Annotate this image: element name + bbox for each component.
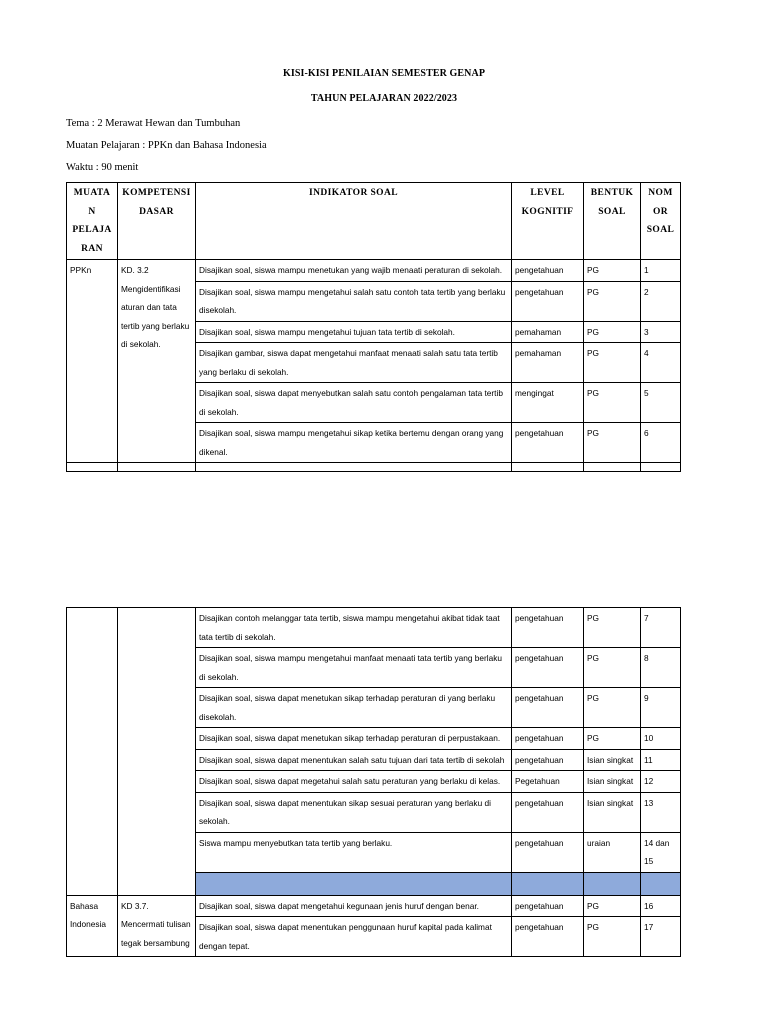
indikator-cell: Disajikan soal, siswa dapat mengetahui kegunaan jenis huruf dengan benar.: [196, 895, 512, 917]
bentuk-cell: PG: [584, 343, 641, 383]
level-cell: pengetahuan: [512, 260, 584, 282]
nomor-cell: 17: [641, 917, 681, 957]
level-cell: pengetahuan: [512, 749, 584, 771]
indikator-cell: Disajikan soal, siswa dapat menetukan sikap terhadap peraturan di perpustakaan.: [196, 728, 512, 750]
indikator-cell: Disajikan soal, siswa dapat menentukan salah satu tujuan dari tata tertib di sekolah: [196, 749, 512, 771]
level-cell: Pegetahuan: [512, 771, 584, 793]
bentuk-cell: PG: [584, 648, 641, 688]
level-cell: pengetahuan: [512, 728, 584, 750]
nomor-cell: 2: [641, 281, 681, 321]
header-indikator: INDIKATOR SOAL: [196, 183, 512, 260]
table-row-empty: [67, 463, 681, 472]
waktu-line: Waktu : 90 menit: [66, 162, 139, 173]
indikator-cell: Disajikan soal, siswa mampu mengetahui sikap ketika bertemu dengan orang yang dikenal.: [196, 423, 512, 463]
level-cell: pengetahuan: [512, 648, 584, 688]
bentuk-cell: Isian singkat: [584, 771, 641, 793]
bentuk-cell: PG: [584, 260, 641, 282]
indikator-cell: Disajikan soal, siswa mampu mengetahui salah satu contoh tata tertib yang berlaku disekolah.: [196, 281, 512, 321]
nomor-cell: 11: [641, 749, 681, 771]
level-cell: pengetahuan: [512, 792, 584, 832]
header-nomor: NOM OR SOAL: [641, 183, 681, 260]
bentuk-cell: PG: [584, 281, 641, 321]
level-cell: pengetahuan: [512, 895, 584, 917]
muatan-line: Muatan Pelajaran : PPKn dan Bahasa Indonesia: [66, 140, 267, 151]
kisi-table-1: [66, 182, 681, 472]
subject-cell: PPKn: [67, 260, 118, 463]
subject-cell: [67, 608, 118, 896]
indikator-cell: Disajikan soal, siswa dapat menentukan sikap sesuai peraturan yang berlaku di sekolah.: [196, 792, 512, 832]
indikator-cell: Siswa mampu menyebutkan tata tertib yang berlaku.: [196, 832, 512, 872]
nomor-cell: 6: [641, 423, 681, 463]
table-header-row: [67, 183, 681, 260]
bentuk-cell: PG: [584, 688, 641, 728]
bentuk-cell: Isian singkat: [584, 749, 641, 771]
table-row: [67, 608, 681, 648]
bentuk-cell: PG: [584, 917, 641, 957]
table-row: [67, 260, 681, 282]
nomor-cell: 7: [641, 608, 681, 648]
bentuk-cell: Isian singkat: [584, 792, 641, 832]
indikator-cell: Disajikan soal, siswa mampu menetukan yang wajib menaati peraturan di sekolah.: [196, 260, 512, 282]
indikator-cell: Disajikan soal, siswa mampu mengetahui tujuan tata tertib di sekolah.: [196, 321, 512, 343]
indikator-cell: Disajikan soal, siswa dapat menentukan penggunaan huruf kapital pada kalimat dengan tepat.: [196, 917, 512, 957]
indikator-cell: Disajikan soal, siswa dapat megetahui salah satu peraturan yang berlaku di kelas.: [196, 771, 512, 793]
level-cell: mengingat: [512, 383, 584, 423]
nomor-cell: 8: [641, 648, 681, 688]
header-bentuk: BENTUK SOAL: [584, 183, 641, 260]
nomor-cell: 3: [641, 321, 681, 343]
nomor-cell: 16: [641, 895, 681, 917]
nomor-cell: 5: [641, 383, 681, 423]
tema-line: Tema : 2 Merawat Hewan dan Tumbuhan: [66, 118, 241, 129]
level-cell: pengetahuan: [512, 608, 584, 648]
bentuk-cell: PG: [584, 423, 641, 463]
bentuk-cell: PG: [584, 608, 641, 648]
bentuk-cell: uraian: [584, 832, 641, 872]
kd-cell: KD 3.7. Mencermati tulisan tegak bersambung: [118, 895, 196, 957]
indikator-cell: Disajikan gambar, siswa dapat mengetahui manfaat menaati salah satu tata tertib yang berlaku di sekolah.: [196, 343, 512, 383]
level-cell: pemahaman: [512, 321, 584, 343]
bentuk-cell: PG: [584, 895, 641, 917]
indikator-cell: Disajikan soal, siswa dapat menetukan sikap terhadap peraturan di yang berlaku disekolah.: [196, 688, 512, 728]
nomor-cell: 9: [641, 688, 681, 728]
nomor-cell: 10: [641, 728, 681, 750]
nomor-cell: 13: [641, 792, 681, 832]
level-cell: pengetahuan: [512, 423, 584, 463]
academic-year: TAHUN PELAJARAN 2022/2023: [310, 93, 458, 104]
header-level: LEVEL KOGNITIF: [512, 183, 584, 260]
indikator-cell: Disajikan contoh melanggar tata tertib, siswa mampu mengetahui akibat tidak taat tata tertib di sekolah.: [196, 608, 512, 648]
header-muatan: MUATA N PELAJA RAN: [67, 183, 118, 260]
nomor-cell: 4: [641, 343, 681, 383]
bentuk-cell: PG: [584, 383, 641, 423]
header-kompetensi: KOMPETENSI DASAR: [118, 183, 196, 260]
kd-cell: KD. 3.2 Mengidentifikasi aturan dan tata tertib yang berlaku di sekolah.: [118, 260, 196, 463]
nomor-cell: 12: [641, 771, 681, 793]
level-cell: pengetahuan: [512, 688, 584, 728]
bentuk-cell: PG: [584, 321, 641, 343]
indikator-cell: Disajikan soal, siswa dapat menyebutkan salah satu contoh pengalaman tata tertib di sekolah.: [196, 383, 512, 423]
table-row: [67, 895, 681, 917]
document-title: KISI-KISI PENILAIAN SEMESTER GENAP: [282, 68, 486, 79]
nomor-cell: 14 dan 15: [641, 832, 681, 872]
subject-cell: Bahasa Indonesia: [67, 895, 118, 957]
level-cell: pengetahuan: [512, 917, 584, 957]
indikator-cell: Disajikan soal, siswa mampu mengetahui manfaat menaati tata tertib yang berlaku di sekolah.: [196, 648, 512, 688]
bentuk-cell: PG: [584, 728, 641, 750]
level-cell: pengetahuan: [512, 281, 584, 321]
kd-cell: [118, 608, 196, 896]
level-cell: pengetahuan: [512, 832, 584, 872]
kisi-table-2: [66, 607, 681, 957]
level-cell: pemahaman: [512, 343, 584, 383]
nomor-cell: 1: [641, 260, 681, 282]
